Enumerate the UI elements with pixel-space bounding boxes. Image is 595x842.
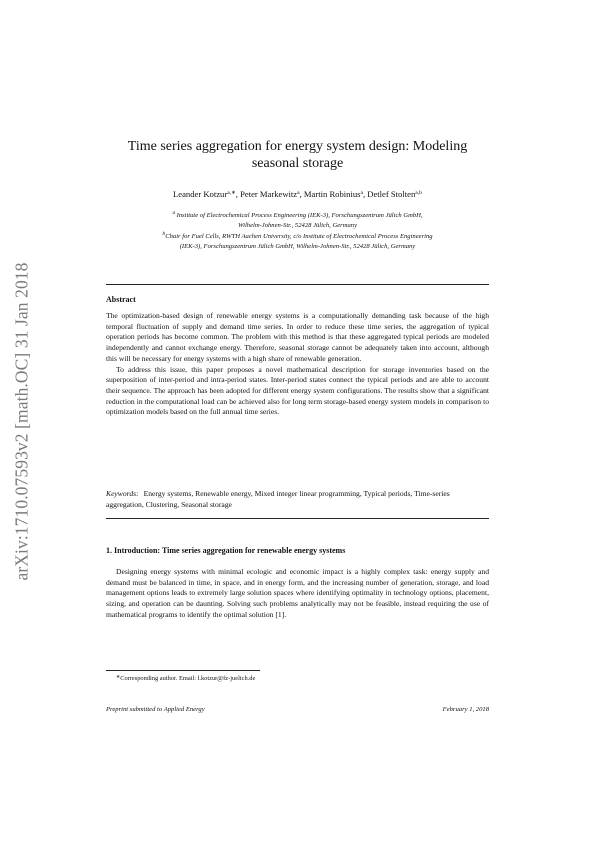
author: Leander Kotzur$^{a,∗}$ xyxy=(173,189,236,199)
submission-date: February 1, 2018 xyxy=(442,706,489,713)
author: Detlef Stolten$^{a,b}$ xyxy=(367,189,422,199)
divider-top xyxy=(106,284,489,285)
affiliation-line: Wilhelm-Johnen-Str., 52428 Jülich, Germany xyxy=(237,221,358,229)
keywords-label: Keywords: xyxy=(106,489,139,498)
author: Martin Robinius$^a$ xyxy=(303,189,363,199)
author: Peter Markewitz$^a$ xyxy=(240,189,300,199)
abstract-body xyxy=(106,311,489,418)
preprint-note: Preprint submitted to Applied Energy xyxy=(106,706,205,713)
author-list: Leander Kotzur$^{a,∗}$, Peter Markewitz$^a$, Martin Robinius$^a$, Detlef Stolten$^{a,b}$ xyxy=(173,189,422,199)
intro-paragraph: Designing energy systems with minimal ecologic and economic impact is a highly complex task: energy supply and demand must be balanced in time, in space, and in energy form, and the increasing number of generation, storage, and load management options leads to extremely large solution spaces where identifying optimality in technology options, placement, sizing, and operation can be daunting. Solving such problems analytically may not be feasible, instead requiring the use of mathematical programs to identify the optimal solution [1]. xyxy=(106,567,489,619)
affiliation-line: $^a$ Institute of Electrochemical Process Engineering (IEK-3), Forschungszentrum Jülich GmbH, xyxy=(172,210,423,219)
footnote-mark: ∗ xyxy=(116,675,121,680)
divider-bottom xyxy=(106,518,489,519)
arxiv-identifier-text: arXiv:1710.07593v2 [math.OC] 31 Jan 2018 xyxy=(11,262,32,580)
abstract-heading: Abstract xyxy=(106,295,136,304)
arxiv-identifier xyxy=(4,248,40,594)
abstract-paragraph: To address this issue, this paper proposes a novel mathematical description for storage inventories based on the superposition of inter-period and intra-period states. Inter-period states connect the typical periods and are able to account their sequence. The approach has been adopted for different energy system configurations. The results show that a significant reduction in the computational load can be achieved also for long term storage-based energy system models in comparison to optimization models based on the full annual time series. xyxy=(106,364,489,417)
footnote-rule xyxy=(106,670,260,671)
abstract-paragraph: The optimization-based design of renewable energy systems is a computationally demanding task because of the high temporal fluctuation of supply and demand time series. In order to reduce these time series, the aggregation of typical operation periods has become common. The problem with this method is that these aggregated typical periods are modeled independently and cannot exchange energy. Therefore, seasonal storage cannot be adequately taken into account, although this will be necessary for energy systems with a high share of renewable generation. xyxy=(106,311,489,363)
affiliations xyxy=(106,209,489,251)
affiliation-line: (IEK-3), Forschungszentrum Jülich GmbH, Wilhelm-Johnen-Str., 52428 Jülich, Germany xyxy=(179,242,416,250)
keywords-text: Energy systems, Renewable energy, Mixed integer linear programming, Typical periods, Time-series aggregation, Clustering, Seasonal storage xyxy=(106,489,450,509)
keywords xyxy=(106,488,489,510)
footnote-text: Corresponding author. Email: l.kotzur@fz-juelich.de xyxy=(120,675,256,682)
affiliation-line: $^b$Chair for Fuel Cells, RWTH Aachen University, c/o Institute of Electrochemical Process Engineering xyxy=(162,231,433,241)
footnote xyxy=(116,674,255,682)
paper-title: Time series aggregation for energy system design: Modeling seasonal storage xyxy=(127,139,468,171)
section-heading: 1. Introduction: Time series aggregation for renewable energy systems xyxy=(106,546,346,555)
